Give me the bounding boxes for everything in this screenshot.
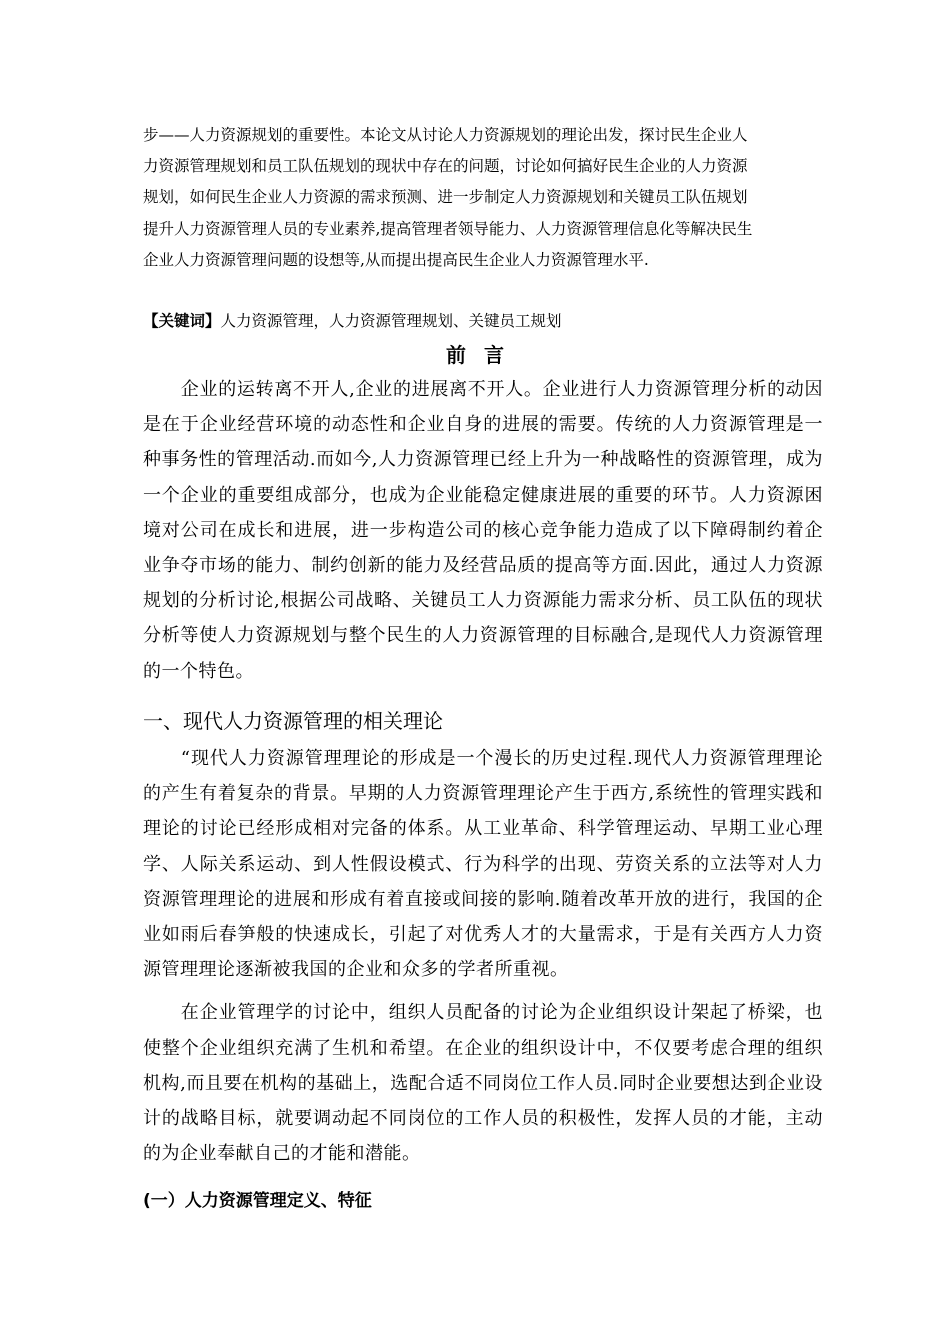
preface-paragraph: 企业的运转离不开人,企业的进展离不开人。企业进行人力资源管理分析的动因是在于企业经营环境的动态性和企业自身的进展的需要。传统的人力资源管理是一种事务性的管理活动.而如今,人力资源管理已经上升为一种战略性的资源管理，成为一个企业的重要组成部分，也成为企业能稳定健康进展的重要的环节。人力资源困境对公司在成长和进展，进一步构造公司的核心竞争能力造成了以下障碍制约着企业争夺市场的能力、制约创新的能力及经营品质的提高等方面.因此，通过人力资源规划的分析讨论,根据公司战略、关键员工人力资源能力需求分析、员工队伍的现状分析等使人力资源规划与整个民生的人力资源管理的目标融合,是现代人力资源管理的一个特色。 bbox=[143, 379, 823, 682]
section-paragraph-2: 在企业管理学的讨论中，组织人员配备的讨论为企业组织设计架起了桥梁，也使整个企业组织充满了生机和希望。在企业的组织设计中，不仅要考虑合理的组织机构,而且要在机构的基础上，选配合适不同岗位工作人员.同时企业要想达到企业设计的战略目标，就要调动起不同岗位的工作人员的积极性，发挥人员的才能，主动的为企业奉献自己的才能和潜能。 bbox=[143, 1002, 823, 1165]
section-body bbox=[143, 741, 823, 1171]
subsection-heading: (一）人力资源管理定义、特征 bbox=[143, 1191, 372, 1211]
keywords-text: 人力资源管理，人力资源管理规划、关键员工规划 bbox=[220, 312, 562, 330]
abstract-line: 提升人力资源管理人员的专业素养,提高管理者领导能力、人力资源管理信息化等解决民生 bbox=[143, 219, 753, 238]
abstract-line: 规划，如何民生企业人力资源的需求预测、进一步制定人力资源规划和关键员工队伍规划 bbox=[143, 188, 748, 207]
keywords-label: 【关键词】 bbox=[143, 312, 221, 330]
preface-title: 前言 bbox=[446, 343, 522, 367]
section-paragraph-1: “现代人力资源管理理论的形成是一个漫长的历史过程.现代人力资源管理理论的产生有着复杂的背景。早期的人力资源管理理论产生于西方,系统性的管理实践和理论的讨论已经形成相对完备的体系。从工业革命、科学管理运动、早期工业心理学、人际关系运动、到人性假设模式、行为科学的出现、劳资关系的立法等对人力资源管理理论的进展和形成有着直接或间接的影响.随着改革开放的进行，我国的企业如雨后春笋般的快速成长，引起了对优秀人才的大量需求，于是有关西方人力资源管理理论逐渐被我国的企业和众多的学者所重视。 bbox=[143, 748, 823, 981]
abstract-line: 企业人力资源管理问题的设想等,从而提出提高民生企业人力资源管理水平. bbox=[143, 250, 649, 269]
preface-body bbox=[143, 372, 823, 689]
abstract-line: 步——人力资源规划的重要性。本论文从讨论人力资源规划的理论出发，探讨民生企业人 bbox=[143, 126, 748, 144]
section-heading: 一、现代人力资源管理的相关理论 bbox=[143, 709, 443, 733]
keywords-line bbox=[143, 306, 823, 336]
abstract-line: 力资源管理规划和员工队伍规划的现状中存在的问题，讨论如何搞好民生企业的人力资源 bbox=[143, 157, 748, 176]
abstract-continuation bbox=[143, 120, 823, 276]
